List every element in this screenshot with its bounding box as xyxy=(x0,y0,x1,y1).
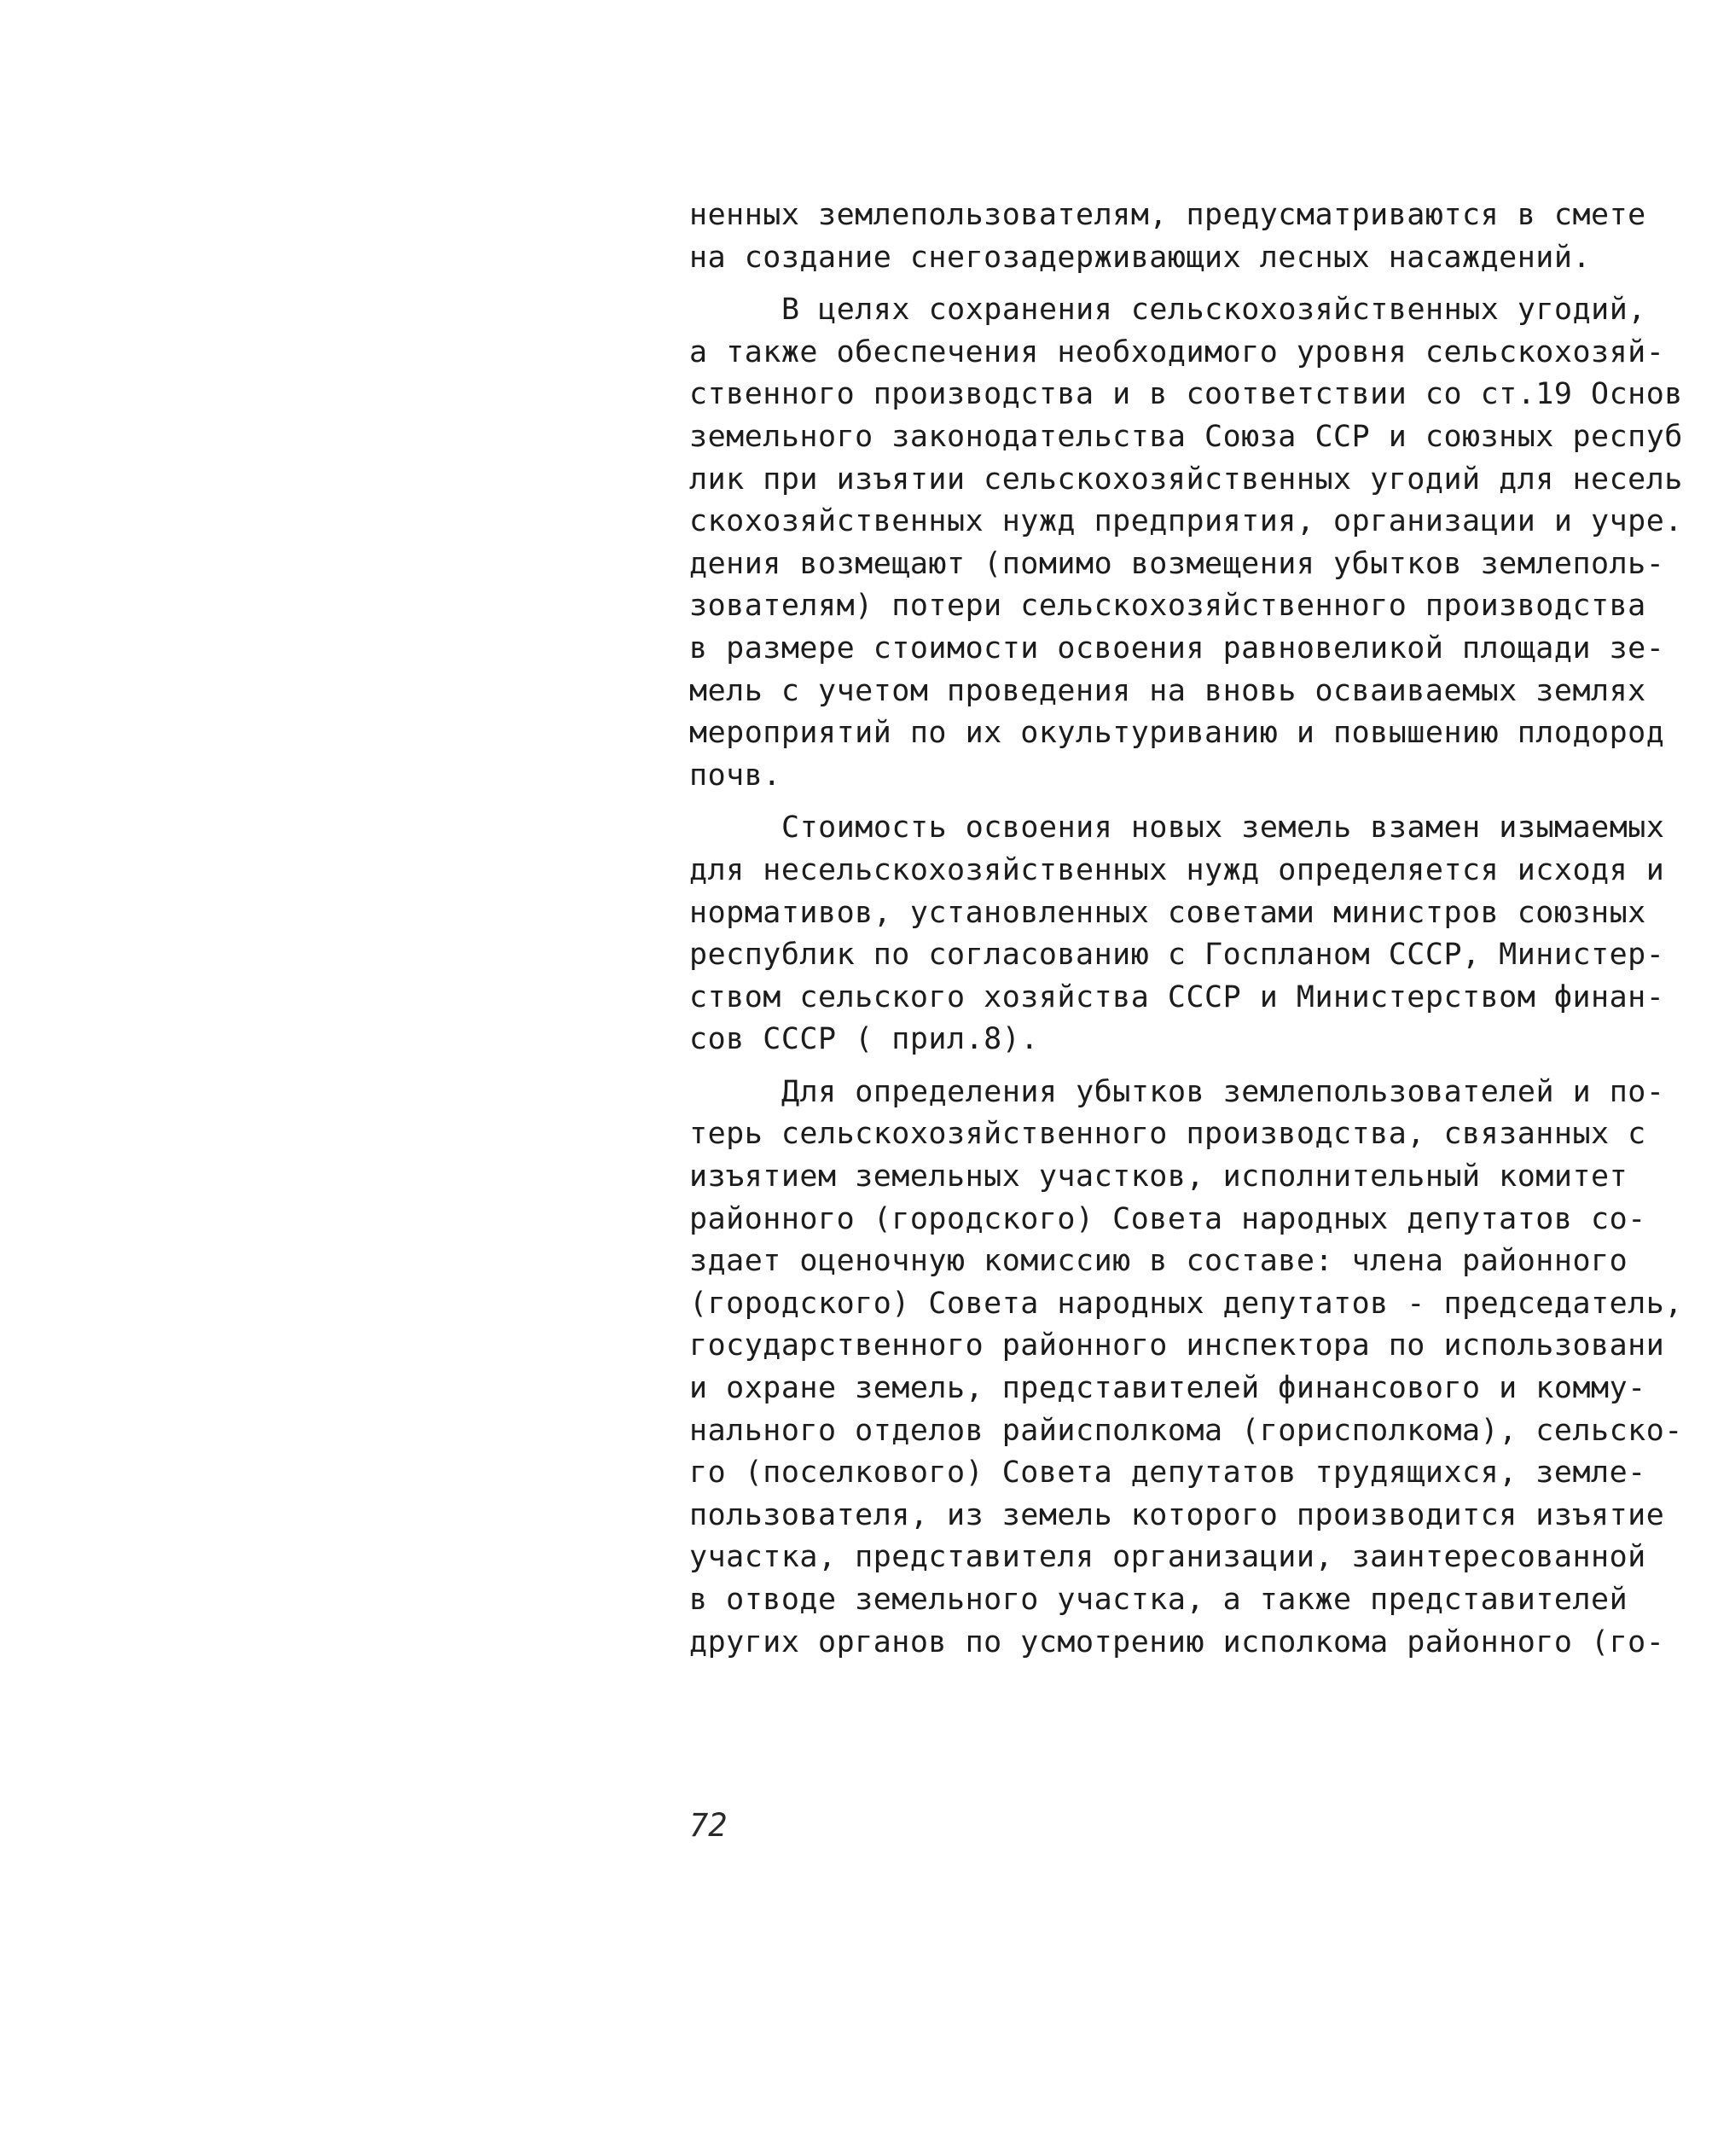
text-line: го (поселкового) Совета депутатов трудящихся, земле- xyxy=(689,1456,1646,1491)
text-line: Для определения убытков землепользователей и по- xyxy=(781,1074,1665,1109)
text-line: и охране земель, представителей финансового и комму- xyxy=(689,1371,1646,1406)
text-line: районного (городского) Совета народных депутатов со- xyxy=(689,1201,1646,1236)
page-number: 72 xyxy=(689,1807,728,1844)
body-text xyxy=(689,195,1704,1664)
text-line: лик при изъятии сельскохозяйственных угодий для несель xyxy=(689,462,1683,497)
text-line: республик по согласованию с Госпланом СССР, Министер- xyxy=(689,938,1665,973)
text-line: в размере стоимости освоения равновеликой площади зе- xyxy=(689,631,1665,665)
paragraph-4 xyxy=(689,1072,1704,1664)
text-line: В целях сохранения сельскохозяйственных угодий, xyxy=(781,293,1646,328)
text-line: изъятием земельных участков, исполнительный комитет xyxy=(689,1159,1628,1194)
text-line: почв. xyxy=(689,758,781,793)
paragraph-2 xyxy=(689,289,1704,797)
text-line: пользователя, из земель которого производится изъятие xyxy=(689,1497,1665,1532)
text-line: дения возмещают (помимо возмещения убытков землеполь- xyxy=(689,546,1665,581)
text-line: на создание снегозадерживающих лесных насаждений. xyxy=(689,240,1592,275)
text-line: мель с учетом проведения на вновь осваиваемых землях xyxy=(689,673,1646,708)
text-line: а также обеспечения необходимого уровня сельскохозяй- xyxy=(689,334,1665,369)
text-line: в отводе земельного участка, а также представителей xyxy=(689,1583,1628,1617)
text-line: здает оценочную комиссию в составе: члена районного xyxy=(689,1244,1628,1279)
text-line: скохозяйственных нужд предприятия, организации и учре. xyxy=(689,504,1683,539)
text-line: Стоимость освоения новых земель взамен изымаемых xyxy=(781,811,1665,846)
text-line: терь сельскохозяйственного производства, связанных с xyxy=(689,1117,1646,1152)
text-line: (городского) Совета народных депутатов - председатель, xyxy=(689,1286,1683,1321)
text-line: земельного законодательства Союза ССР и союзных респуб xyxy=(689,419,1683,454)
text-line: участка, представителя организации, заинтересованной xyxy=(689,1540,1646,1575)
text-line: нального отделов райисполкома (горисполкома), сельско- xyxy=(689,1413,1683,1448)
text-line: других органов по усмотрению исполкома районного (го- xyxy=(689,1624,1665,1659)
text-line: государственного районного инспектора по использовани xyxy=(689,1328,1665,1363)
text-line: мероприятий по их окультуриванию и повышению плодород xyxy=(689,716,1665,751)
text-line: зователям) потери сельскохозяйственного производства xyxy=(689,589,1646,624)
text-line: сов СССР ( прил.8). xyxy=(689,1022,1039,1057)
text-line: для несельскохозяйственных нужд определяется исходя и xyxy=(689,852,1665,887)
text-line: ненных землепользователям, предусматриваются в смете xyxy=(689,198,1646,232)
text-line: ственного производства и в соответствии со ст.19 Основ xyxy=(689,377,1683,412)
paragraph-3 xyxy=(689,807,1704,1061)
paragraph-1 xyxy=(689,195,1704,279)
text-line: нормативов, установленных советами министров союзных xyxy=(689,895,1646,930)
text-line: ством сельского хозяйства СССР и Министерством финан- xyxy=(689,979,1665,1014)
